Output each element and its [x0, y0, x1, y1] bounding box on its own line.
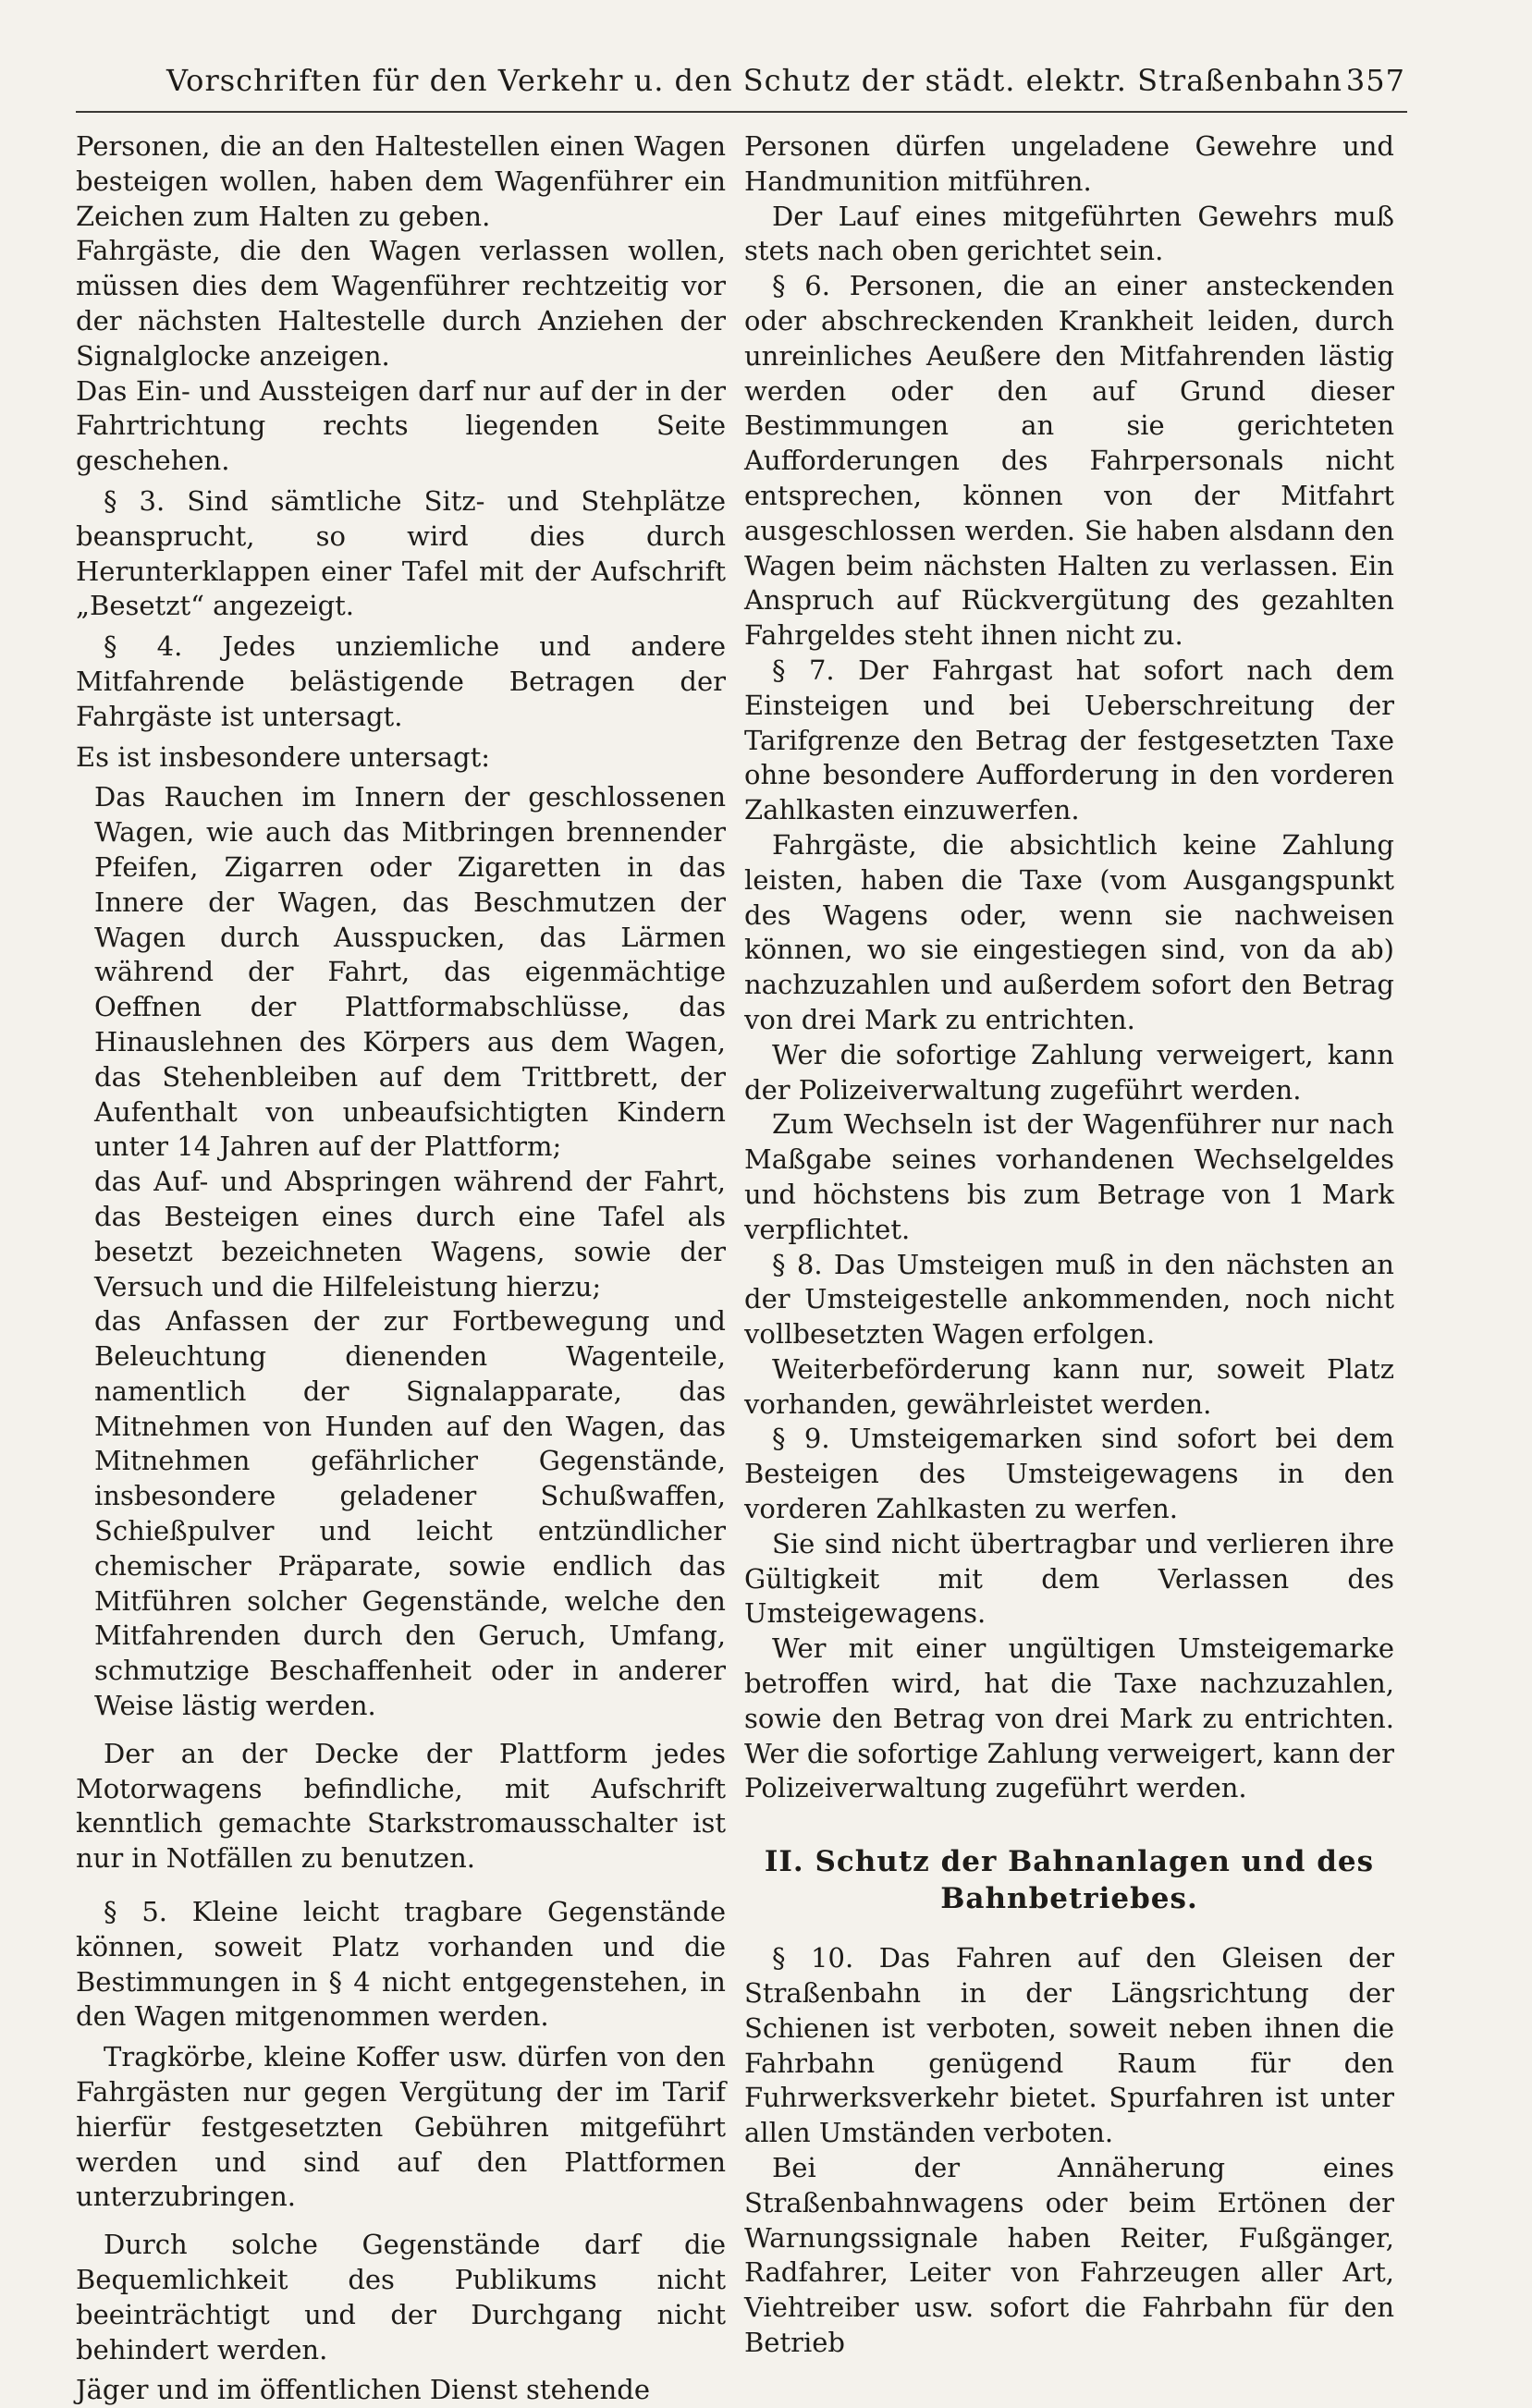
list-item: das Anfassen der zur Fortbewegung und Beleuchtung dienenden Wagenteile, namentlich der Signalapparate, das Mitnehmen von Hunden auf den Wagen, das Mitnehmen gefährlicher Gegenstände, insbesondere geladener Schußwaffen, Schießpulver und leicht entzündlicher chemischer Präparate, sowie endlich das Mitführen solcher Gegenstände, welche den Mitfahrenden durch den Geruch, Umfang, schmutzige Beschaffenheit oder in anderer Weise lästig werden.	[94, 1305, 726, 1722]
paragraph: Jäger und im öffentlichen Dienst stehende	[76, 2374, 650, 2406]
paragraph: Weiterbeförderung kann nur, soweit Platz vorhanden, gewährleistet werden.	[744, 1352, 1394, 1420]
paragraph: Der an der Decke der Plattform jedes Motorwagens befindliche, mit Aufschrift kenntlich gemachte Starkstromausschalter ist nur in Notfällen zu benutzen.	[76, 1737, 726, 1875]
list-item: Das Rauchen im Innern der geschlossenen Wagen, wie auch das Mitbringen brennender Pfeifen, Zigarren oder Zigaretten in das Innere der Wagen, das Beschmutzen der Wagen durch Ausspucken, das Lärmen während der Fahrt, das eigenmächtige Oeffnen der Plattformabschlüsse, das Hinauslehnen des Körpers aus dem Wagen, das Stehenbleiben auf dem Trittbrett, der Aufenthalt von unbeaufsichtigten Kindern unter 14 Jahren auf der Plattform;	[94, 781, 726, 1163]
paragraph-section-9: § 9. Umsteigemarken sind sofort bei dem Besteigen des Umsteigewagens in den vorderen Zahlkasten zu werfen.	[744, 1423, 1394, 1525]
paragraph: Tragkörbe, kleine Koffer usw. dürfen von den Fahrgästen nur gegen Vergütung der im Tarif hierfür festgesetzten Gebühren mitgeführt werden und sind auf den Plattformen unterzubringen.	[76, 2041, 726, 2213]
paragraph: Das Ein- und Aussteigen darf nur auf der in der Fahrtrichtung rechts liegenden Seite geschehen.	[76, 374, 726, 477]
right-column	[744, 129, 1394, 2361]
paragraph: Fahrgäste, die den Wagen verlassen wollen, müssen dies dem Wagenführer rechtzeitig vor der nächsten Haltestelle durch Anziehen der Signalglocke anzeigen.	[76, 235, 726, 372]
paragraph: Personen, die an den Haltestellen einen Wagen besteigen wollen, haben dem Wagenführer ein Zeichen zum Halten zu geben.	[76, 130, 726, 232]
paragraph: Zum Wechseln ist der Wagenführer nur nach Maßgabe seines vorhandenen Wechselgeldes und höchstens bis zum Betrage von 1 Mark verpflichtet.	[744, 1108, 1394, 1245]
paragraph: Wer die sofortige Zahlung verweigert, kann der Polizeiverwaltung zugeführt werden.	[744, 1038, 1394, 1106]
paragraph-section-3: § 3. Sind sämtliche Sitz- und Stehplätze beansprucht, so wird dies durch Herunterklappen einer Tafel mit der Aufschrift „Besetzt“ angezeigt.	[76, 484, 726, 622]
paragraph: Es ist insbesondere untersagt:	[76, 740, 491, 773]
paragraph: Der Lauf eines mitgeführten Gewehrs muß stets nach oben gerichtet sein.	[744, 200, 1394, 267]
paragraph: Bei der Annäherung eines Straßenbahnwagens oder beim Ertönen der Warnungssignale haben Reiter, Fußgänger, Radfahrer, Leiter von Fahrzeugen aller Art, Viehtreiber usw. sofort die Fahrbahn für den Betrieb	[744, 2152, 1394, 2359]
paragraph: Durch solche Gegenstände darf die Bequemlichkeit des Publikums nicht beeinträchtigt und der Durchgang nicht behindert werden.	[76, 2229, 726, 2365]
paragraph: Personen dürfen ungeladene Gewehre und Handmunition mitführen.	[744, 130, 1394, 197]
paragraph-section-6: § 6. Personen, die an einer ansteckenden oder abschreckenden Krankheit leiden, durch unreinliches Aeußere den Mitfahrenden lästig werden oder den auf Grund dieser Bestimmungen an sie gerichteten Aufforderungen des Fahrpersonals nicht entsprechen, können von der Mitfahrt ausgeschlossen werden. Sie haben alsdann den Wagen beim nächsten Halten zu verlassen. Ein Anspruch auf Rückvergütung des gezahlten Fahrgeldes steht ihnen nicht zu.	[744, 270, 1394, 652]
paragraph: Wer mit einer ungültigen Umsteigemarke betroffen wird, hat die Taxe nachzuzahlen, sowie den Betrag von drei Mark zu entrichten. Wer die sofortige Zahlung verweigert, kann der Polizeiverwaltung zugeführt werden.	[744, 1632, 1394, 1804]
paragraph-section-10: § 10. Das Fahren auf den Gleisen der Straßenbahn in der Längsrichtung der Schienen ist verboten, soweit neben ihnen die Fahrbahn genügend Raum für den Fuhrwerksverkehr bietet. Spurfahren ist unter allen Umständen verboten.	[744, 1942, 1394, 2149]
paragraph-section-4: § 4. Jedes unziemliche und andere Mitfahrende belästigende Betragen der Fahrgäste ist untersagt.	[76, 630, 726, 732]
section-heading: II. Schutz der Bahnanlagen und des Bahnbetriebes.	[764, 1845, 1375, 1916]
paragraph: Fahrgäste, die absichtlich keine Zahlung leisten, haben die Taxe (vom Ausgangspunkt des Wagens oder, wenn sie nachweisen können, wo sie eingestiegen sind, von da ab) nachzuzahlen und außerdem sofort den Betrag von drei Mark zu entrichten.	[744, 828, 1394, 1035]
running-title: Vorschriften für den Verkehr u. den Schutz der städt. elektr. Straßenbahn	[166, 63, 1342, 98]
paragraph-section-8: § 8. Das Umsteigen muß in den nächsten an der Umsteigestelle ankommenden, noch nicht vollbesetzten Wagen erfolgen.	[744, 1248, 1394, 1351]
header-rule	[76, 111, 1407, 113]
list-item: das Auf- und Abspringen während der Fahrt, das Besteigen eines durch eine Tafel als besetzt bezeichneten Wagens, sowie der Versuch und die Hilfeleistung hierzu;	[94, 1166, 726, 1302]
page-number: 357	[1345, 63, 1405, 98]
left-column	[76, 129, 726, 2408]
paragraph-section-5: § 5. Kleine leicht tragbare Gegenstände können, soweit Platz vorhanden und die Bestimmungen in § 4 nicht entgegenstehen, in den Wagen mitgenommen werden.	[76, 1896, 726, 2033]
paragraph-section-7: § 7. Der Fahrgast hat sofort nach dem Einsteigen und bei Ueberschreitung der Tarifgrenze den Betrag der festgesetzten Taxe ohne besondere Aufforderung in den vorderen Zahlkasten einzuwerfen.	[744, 654, 1394, 826]
paragraph: Sie sind nicht übertragbar und verlieren ihre Gültigkeit mit dem Verlassen des Umsteigewagens.	[744, 1527, 1394, 1630]
